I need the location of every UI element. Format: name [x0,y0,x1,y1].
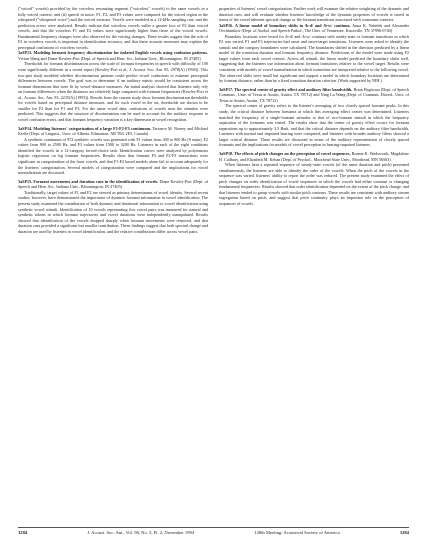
abstract-title: Modeling formant frequency discrimination for isolated English vowels using confusion patterns. [33,50,208,56]
abstract-heading [219,23,409,34]
abstract-heading [219,87,409,104]
page-number-right: 3284 [399,530,409,535]
continued-abstract-text: ("voiced" vowels) provided by the voiceless resonating segment ("voiceless" vowels) to the same vowels in a fully voiced context; and (ii) speech in noise: F1, F2, and F3 values were compared for the voiced region in the whispered ("whispered voice") and the voiced versions. Vowels were modeled at a 12-kHz sampling rate, and the prediction errors were analyzed. Results indicate that voiceless vowels suffer a greater loss of F2 than voiced vowels, and that the voiceless F1 and F2 values were significantly higher than those of the voiced vowels. Fundamental frequency changes were also observed for the voicing changes. These results suggest that the role of F2 in voiceless vowels is important in identification accuracy, and that these acoustic measures may explain the perceptual confusions of voiceless vowels. [18,6,208,50]
abstract-code: 3aSP16. [219,22,234,28]
page-columns [18,6,409,530]
abstract-authors: Brian Hagiwara (Dept. of Speech Commun., Univ. of Texas at Austin, Austin, TX 78712) and Ning Lu Wang (Dept. of Commun. Disord., Univ. of Texas at Austin, Austin, TX 78712) [219,86,409,103]
left-column [18,6,208,530]
abstract-authors: Bonnie K. Wadsworth, Magdalene H. Cadbury, and Elizabeth M. Kehan (Dept. of Psychol., Moorhead State Univ., Moorhead, MN 56563) [219,151,409,162]
abstract-body [219,103,409,147]
abstract-paragraph: When listeners hear a repeated sequence of steady-state vowels (of the same duration and pitch) presented simultaneously, the listeners are able to identify the order of the vowels. When the pitch of the vowels in the sequence was varied, listeners' ability to report the order was reduced. The present study examined the effect of pitch changes on order identification of vowel sequences in which the vowels had either constant or changing fundamental frequencies. Results showed that order identification depended on the extent of the pitch change, and that listeners tended to group vowels with similar pitch contours. These results are consistent with auditory stream segregation based on pitch, and suggest that pitch continuity plays an important role in the perception of sequences of vowels. [219,162,409,206]
abstract-3asp17 [219,87,409,148]
abstract-code: 3aSP14. [18,125,33,131]
continued-abstract-text: properties of listeners' vowel categorization. Further work will examine the relative weighting of the dynamic and duration cues, and will evaluate whether listeners' knowledge of the dynamic properties of vowels is stored in terms of the vowel inherent spectral change or the formant transitions associated with consonant contexts. [219,6,409,23]
abstract-body [18,137,208,176]
abstract-code: 3aSP13. [18,50,33,56]
abstract-body [18,190,208,234]
page-footer [18,527,409,536]
abstract-body [219,34,409,84]
abstract-code: 3aSP18. [219,151,234,157]
abstract-paragraph: A synthetic continuum of 972 synthetic vowels was generated with F1 values from 300 to 900 Hz (9 steps), F2 values from 800 to 2500 Hz, and F3 values from 1500 to 3200 Hz. Listeners in each of the eight conditions identified the vowels in a 12-category forced-choice task. Identification curves were analyzed by polytomous logistic regression on log formant frequencies. Results show that formant F3 and F2-F3 interactions were significant in categorization of the front vowels, and that F1-F2 based models alone fail to account adequately for the listeners' categorization. Several models of categorization were compared and the implications for vowel normalization are discussed. [18,136,208,176]
meeting-name: 128th Meeting: Acoustical Society of America [254,530,340,535]
abstract-title: A linear model of boundary shifts in /b-d/ and /b-w/ continua. [234,22,351,28]
abstract-paragraph: Boundary locations were tested for /b-d/ and /b-w/ continua with steady-state or formant transitions in which F2 was varied. F1 and F3 trajectories had onset and onset-target transitions. Listeners were asked to identify the stimuli and the category boundaries were calculated. The boundaries shifted in the direction predicted by a linear model of the transition duration and formant frequency distance. Predictions of the model were made using F2 target values from each vowel context. Across all stimuli, the linear model predicted the boundary shifts well, suggesting that the listeners use information about formant transitions relative to the vowel target. Results were consistent with models of vowel normalization in which transitions are interpreted relative to the following vowel. The observed shifts were small but significant and support a model in which boundary locations are determined by formant distance, rather than by a fixed transition duration criterion. (Work supported by NIH.) [219,33,409,84]
abstract-heading [18,50,208,61]
abstract-body [219,162,409,206]
abstract-code: 3aSP17. [219,86,234,92]
abstract-title: Formant movements and duration cues in the identification of vowels. [33,178,159,184]
abstract-title: The effects of pitch changes on the perception of vowel sequences. [234,151,351,157]
abstract-title: The spectral center of gravity effect and auditory filter bandwidth. [234,86,353,92]
abstract-authors: Vivian Wang and Diane Kewley-Port (Dept. of Speech and Hear. Sci., Indiana Univ., Bloomington, IN 47405) [18,55,201,61]
abstract-3asp16 [219,23,409,84]
right-column [219,6,409,530]
abstract-heading [219,151,409,162]
abstract-title: Modeling listeners' categorization of a large F1-F2-F3 continuum. [33,125,152,131]
journal-citation: J. Acoust. Soc. Am., Vol. 96, No. 5, Pt. 2, November 1994 [87,530,195,535]
abstract-heading [18,126,208,137]
abstract-3asp15 [18,179,208,234]
abstract-authors: Anna K. Nabelek and Alexander Ovchinnikov (Dept. of Audiol. and Speech Pathol., The Univ. of Tennessee, Knoxville, TN 37996-0740) [219,22,409,34]
abstract-authors: Diane Kewley-Port (Dept. of Speech and Hear. Sci., Indiana Univ., Bloomington, IN 47405) [18,178,209,190]
abstract-authors: Terrance M. Nearey and Michael Kiefte (Dept. of Linguist., Univ. of Alberta, Edmonton, AB T6G 2E5, Canada) [18,125,208,137]
abstract-3asp14 [18,126,208,176]
abstract-heading [18,179,208,190]
abstract-body [18,61,208,122]
abstract-paragraph: Traditionally, target values of F1 and F2 are viewed as primary determinants of vowel identity. Several recent studies, however, have demonstrated the importance of dynamic formant information in vowel identification. The present study examined the contribution of both dynamic and durational information to vowel identification using synthetic vowel stimuli. Identification of 10 vowels representing five vowel pairs was measured for natural and synthetic tokens in which formant trajectories and vowel durations were independently manipulated. Results showed that identification of the vowels dropped sharply when formant movements were removed, and that duration cues provided a significant but smaller contribution. These findings suggest that both spectral change and duration are used by listeners in vowel identification, and the relative contributions differ across vowel pairs. [18,189,208,234]
abstract-3asp18 [219,151,409,206]
abstract-paragraph: Thresholds for formant discrimination across the scale of formant frequencies in speech with difficulty of 100 were significantly different in a recent report [Kewley-Port et al., J. Acoust. Soc. Am. 95, 2978(A) (1994)]. This two-part study modeled whether discrimination patterns could predict vowel confusions to estimate perceptual differences between vowels. The goal was to determine if an auditory metric would be consistent across the formant dimensions that were fit by vowel-distance measures. An initial analysis showed that listeners only rely on formant differences when the distances are relatively large compared with formant frequencies (Kewley-Port et al., Acoust. Soc. Am. 93, 2235(A) (1993)). Results from the current study show formant discrimination thresholds for vowels based on perceptual distance measures, and for each vowel in the set, thresholds are shown to be smaller for F2 than for F1 and F3. For the same vowel data, confusions of vowels near the stimulus were predicted. This suggests that the structure of discrimination can be used to account for the auditory response to vowel confusion errors, and that formant frequency variation is a key dimension in vowel recognition. [18,61,208,122]
abstract-paragraph: The spectral center of gravity refers to the listener's averaging of two closely spaced formant peaks. In this study, the critical distance between formants at which this averaging effect ceases was determined. Listeners matched the frequency of a single-formant stimulus to that of two-formant stimuli in which the frequency separation of the formants was varied. The results show that the center of gravity effect occurs for formant separations up to approximately 3.5 Bark, and that the critical distance depends on the auditory filter bandwidth. Listeners with normal and impaired hearing were compared, and listeners with broader auditory filters showed a larger critical distance. These results are discussed in terms of the auditory representation of closely spaced formants and the implications for models of vowel perception in hearing-impaired listeners. [219,103,409,148]
abstract-3asp13 [18,50,208,122]
abstract-code: 3aSP15. [18,178,33,184]
page-number-left: 3284 [18,530,28,535]
